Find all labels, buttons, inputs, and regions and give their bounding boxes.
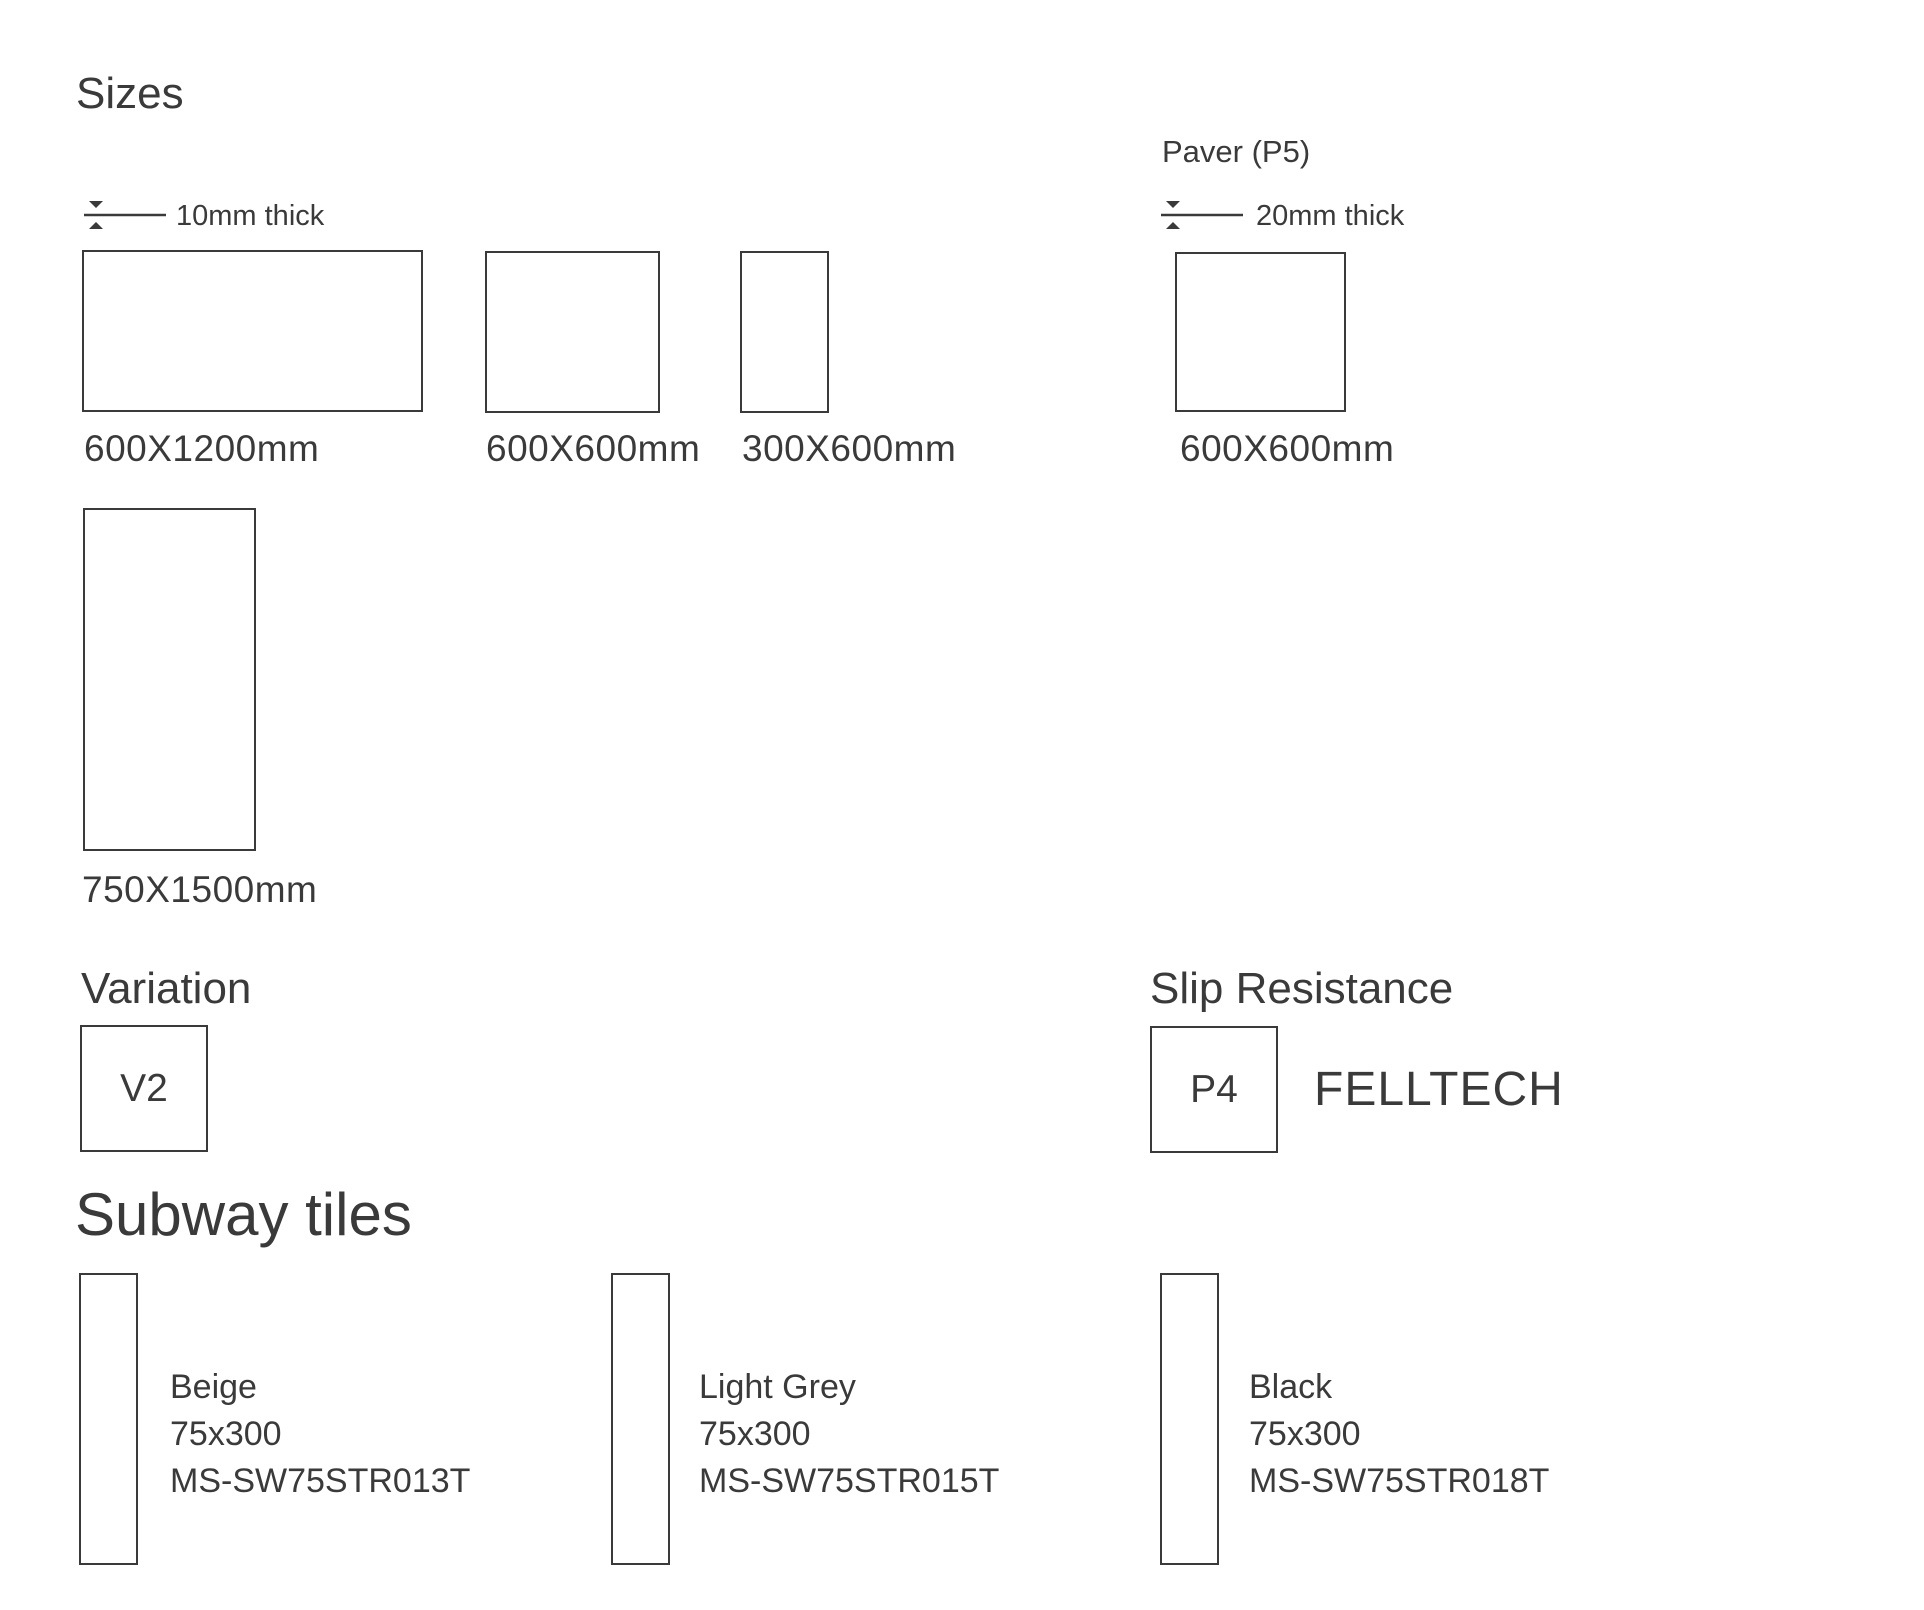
variation-heading: Variation <box>81 964 252 1013</box>
tile-300x600-label: 300X600mm <box>742 428 957 469</box>
subway-tile-black-info <box>1249 1364 1549 1505</box>
subway-tile-color: Black <box>1249 1368 1333 1406</box>
tile-750x1500-shape <box>83 508 256 851</box>
subway-tile-sku: MS-SW75STR018T <box>1249 1462 1550 1500</box>
subway-tile-size: 75x300 <box>699 1415 811 1453</box>
subway-tile-size: 75x300 <box>1249 1415 1361 1453</box>
slip-resistance-brand: FELLTECH <box>1314 1063 1564 1116</box>
standard-thickness-label: 10mm thick <box>176 200 325 232</box>
thickness-arrows-icon <box>84 198 168 232</box>
slip-resistance-heading: Slip Resistance <box>1150 964 1454 1013</box>
tile-600x600-shape <box>485 251 660 413</box>
paver-thickness-label: 20mm thick <box>1256 200 1405 232</box>
thickness-arrows-icon <box>1161 198 1245 232</box>
slip-resistance-code-box <box>1150 1026 1278 1153</box>
slip-resistance-code: P4 <box>1190 1068 1238 1111</box>
paver-title: Paver (P5) <box>1162 134 1311 169</box>
variation-code-box <box>80 1025 208 1152</box>
tile-300x600-shape <box>740 251 829 413</box>
subway-tiles-heading: Subway tiles <box>75 1181 412 1248</box>
variation-code: V2 <box>120 1067 168 1110</box>
tile-600x600-label: 600X600mm <box>486 428 701 469</box>
subway-tile-sku: MS-SW75STR015T <box>699 1462 1000 1500</box>
tile-750x1500-label: 750X1500mm <box>82 869 318 910</box>
paver-tile-600x600-label: 600X600mm <box>1180 428 1395 469</box>
sizes-heading: Sizes <box>76 69 184 118</box>
subway-tile-sku: MS-SW75STR013T <box>170 1462 471 1500</box>
paver-tile-600x600-shape <box>1175 252 1346 412</box>
tile-600x1200-label: 600X1200mm <box>84 428 320 469</box>
subway-tile-light-grey-info <box>699 1364 999 1505</box>
subway-tile-beige-shape <box>79 1273 138 1565</box>
subway-tile-black-shape <box>1160 1273 1219 1565</box>
subway-tile-color: Beige <box>170 1368 257 1406</box>
subway-tile-color: Light Grey <box>699 1368 856 1406</box>
subway-tile-light-grey-shape <box>611 1273 670 1565</box>
subway-tile-size: 75x300 <box>170 1415 282 1453</box>
subway-tile-beige-info <box>170 1364 470 1505</box>
tile-600x1200-shape <box>82 250 423 412</box>
